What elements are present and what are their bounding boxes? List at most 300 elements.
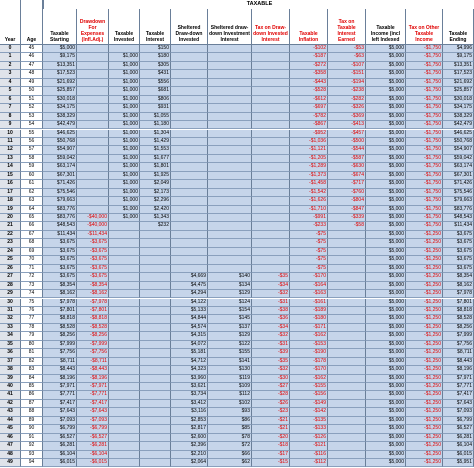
table-cell[interactable] <box>252 155 290 163</box>
table-cell[interactable]: $7,999 <box>43 341 77 349</box>
table-cell[interactable]: $1,000 <box>109 172 140 180</box>
row-year-cell[interactable]: 28 <box>0 282 21 290</box>
table-cell[interactable] <box>252 87 290 95</box>
table-cell[interactable]: $8,256 <box>43 332 77 340</box>
table-cell[interactable]: $7,093 <box>443 408 474 416</box>
table-cell[interactable]: -$39 <box>252 349 290 357</box>
row-age-cell[interactable]: 57 <box>21 146 43 154</box>
table-cell[interactable]: $1,429 <box>140 138 171 146</box>
table-cell[interactable]: $7,801 <box>443 299 474 307</box>
table-cell[interactable] <box>109 324 140 332</box>
table-cell[interactable]: -$161 <box>290 299 328 307</box>
table-cell[interactable]: $21,692 <box>443 79 474 87</box>
table-cell[interactable]: $5,000 <box>366 265 406 273</box>
table-cell[interactable]: -$1,750 <box>406 70 443 78</box>
table-cell[interactable]: $119 <box>208 375 252 383</box>
table-cell[interactable]: $5,000 <box>366 425 406 433</box>
table-cell[interactable]: -$75 <box>290 231 328 239</box>
table-cell[interactable]: -$102 <box>290 45 328 53</box>
table-cell[interactable]: -$151 <box>328 70 366 78</box>
table-cell[interactable]: $8,354 <box>443 273 474 281</box>
row-year-cell[interactable]: 43 <box>0 408 21 416</box>
table-cell[interactable] <box>109 358 140 366</box>
table-cell[interactable] <box>328 299 366 307</box>
table-cell[interactable] <box>252 239 290 247</box>
table-cell[interactable]: $5,000 <box>366 146 406 154</box>
table-cell[interactable] <box>109 442 140 450</box>
table-cell[interactable]: $3,960 <box>171 375 208 383</box>
table-cell[interactable] <box>109 349 140 357</box>
table-cell[interactable]: -$7,417 <box>77 400 109 408</box>
table-cell[interactable] <box>208 121 252 129</box>
table-cell[interactable] <box>140 375 171 383</box>
table-cell[interactable] <box>208 96 252 104</box>
table-cell[interactable]: $83,776 <box>43 214 77 222</box>
table-cell[interactable] <box>252 214 290 222</box>
table-cell[interactable]: -$1,250 <box>406 273 443 281</box>
table-cell[interactable]: $6,281 <box>443 434 474 442</box>
table-cell[interactable] <box>109 391 140 399</box>
table-cell[interactable]: -$1,250 <box>406 451 443 459</box>
row-age-cell[interactable]: 46 <box>21 53 43 61</box>
table-cell[interactable]: -$282 <box>328 96 366 104</box>
column-header[interactable]: Sheltered Draw-down Invested <box>171 9 208 45</box>
row-age-cell[interactable]: 89 <box>21 417 43 425</box>
table-cell[interactable]: -$155 <box>290 383 328 391</box>
table-cell[interactable] <box>208 256 252 264</box>
row-age-cell[interactable]: 93 <box>21 451 43 459</box>
table-cell[interactable]: $34,175 <box>43 104 77 112</box>
column-header[interactable]: Taxable Interest <box>140 9 171 45</box>
row-age-cell[interactable]: 76 <box>21 307 43 315</box>
table-cell[interactable]: $1,000 <box>109 104 140 112</box>
table-cell[interactable]: -$272 <box>290 62 328 70</box>
table-cell[interactable] <box>252 189 290 197</box>
table-cell[interactable]: $79,663 <box>443 197 474 205</box>
table-cell[interactable]: $5,000 <box>366 172 406 180</box>
table-cell[interactable]: $75,546 <box>443 189 474 197</box>
table-cell[interactable]: $1,000 <box>109 197 140 205</box>
table-cell[interactable] <box>140 332 171 340</box>
table-cell[interactable]: -$8,711 <box>77 358 109 366</box>
table-cell[interactable]: $3,675 <box>443 231 474 239</box>
table-cell[interactable]: -$369 <box>328 113 366 121</box>
table-cell[interactable]: -$1,750 <box>406 130 443 138</box>
table-cell[interactable]: $83,776 <box>443 206 474 214</box>
table-cell[interactable]: $129 <box>208 290 252 298</box>
table-cell[interactable]: $6,104 <box>43 451 77 459</box>
table-cell[interactable]: $1,055 <box>140 113 171 121</box>
table-cell[interactable]: -$1,750 <box>406 96 443 104</box>
column-header[interactable]: Tax on Draw-down Invested Interest <box>252 9 290 45</box>
table-cell[interactable]: $180 <box>140 53 171 61</box>
table-cell[interactable] <box>208 180 252 188</box>
table-cell[interactable]: $38,329 <box>443 113 474 121</box>
table-cell[interactable]: -$697 <box>290 104 328 112</box>
table-cell[interactable]: $5,000 <box>366 248 406 256</box>
table-cell[interactable] <box>171 138 208 146</box>
table-cell[interactable] <box>328 383 366 391</box>
table-cell[interactable]: $3,675 <box>43 248 77 256</box>
table-cell[interactable] <box>208 130 252 138</box>
table-cell[interactable]: -$30 <box>252 375 290 383</box>
row-year-cell[interactable]: 29 <box>0 290 21 298</box>
table-cell[interactable] <box>328 256 366 264</box>
row-year-cell[interactable]: 2 <box>0 62 21 70</box>
table-cell[interactable] <box>252 180 290 188</box>
table-cell[interactable]: $11,434 <box>443 222 474 230</box>
table-cell[interactable]: -$7,971 <box>77 383 109 391</box>
table-cell[interactable]: -$1,373 <box>290 172 328 180</box>
table-cell[interactable] <box>109 459 140 467</box>
row-age-cell[interactable]: 65 <box>21 214 43 222</box>
table-cell[interactable] <box>140 425 171 433</box>
table-cell[interactable] <box>171 172 208 180</box>
table-cell[interactable]: $3,675 <box>443 265 474 273</box>
row-year-cell[interactable]: 21 <box>0 222 21 230</box>
table-cell[interactable] <box>208 206 252 214</box>
table-cell[interactable] <box>140 256 171 264</box>
table-cell[interactable] <box>208 231 252 239</box>
table-cell[interactable]: -$7,999 <box>77 341 109 349</box>
table-cell[interactable]: $2,420 <box>140 206 171 214</box>
table-cell[interactable]: -$170 <box>290 273 328 281</box>
table-cell[interactable] <box>171 239 208 247</box>
table-cell[interactable] <box>208 113 252 121</box>
table-cell[interactable]: -$1,250 <box>406 265 443 273</box>
table-cell[interactable]: -$233 <box>290 222 328 230</box>
table-cell[interactable] <box>208 70 252 78</box>
table-cell[interactable]: -$612 <box>290 96 328 104</box>
table-cell[interactable]: $48,543 <box>443 214 474 222</box>
table-cell[interactable]: $8,711 <box>43 358 77 366</box>
table-cell[interactable]: $5,000 <box>366 70 406 78</box>
table-cell[interactable]: -$189 <box>290 307 328 315</box>
table-cell[interactable]: -$75 <box>290 265 328 273</box>
table-cell[interactable] <box>328 358 366 366</box>
table-cell[interactable] <box>328 273 366 281</box>
table-cell[interactable] <box>328 282 366 290</box>
table-cell[interactable] <box>328 239 366 247</box>
table-cell[interactable]: $7,978 <box>43 299 77 307</box>
row-age-cell[interactable]: 58 <box>21 155 43 163</box>
row-year-cell[interactable]: 7 <box>0 104 21 112</box>
table-cell[interactable] <box>252 104 290 112</box>
row-age-cell[interactable]: 92 <box>21 442 43 450</box>
table-cell[interactable]: -$187 <box>290 53 328 61</box>
table-cell[interactable] <box>171 87 208 95</box>
table-cell[interactable]: $6,281 <box>43 442 77 450</box>
table-cell[interactable] <box>328 417 366 425</box>
table-cell[interactable]: $232 <box>140 222 171 230</box>
table-cell[interactable]: $4,712 <box>171 358 208 366</box>
table-cell[interactable]: $145 <box>208 315 252 323</box>
table-cell[interactable] <box>140 434 171 442</box>
table-cell[interactable] <box>208 239 252 247</box>
row-year-cell[interactable]: 12 <box>0 146 21 154</box>
table-cell[interactable]: $6,527 <box>43 434 77 442</box>
row-age-cell[interactable]: 63 <box>21 197 43 205</box>
table-cell[interactable] <box>252 222 290 230</box>
table-cell[interactable]: $5,000 <box>366 231 406 239</box>
table-cell[interactable]: -$11,434 <box>77 231 109 239</box>
table-cell[interactable] <box>171 104 208 112</box>
table-cell[interactable]: $3,734 <box>171 391 208 399</box>
table-cell[interactable] <box>140 459 171 467</box>
table-cell[interactable] <box>77 197 109 205</box>
table-cell[interactable]: $5,000 <box>366 451 406 459</box>
table-cell[interactable]: -$194 <box>328 79 366 87</box>
table-cell[interactable]: $2,064 <box>171 459 208 467</box>
table-cell[interactable] <box>171 53 208 61</box>
table-cell[interactable]: -$6,527 <box>77 434 109 442</box>
table-cell[interactable]: $5,000 <box>366 130 406 138</box>
table-cell[interactable]: -$630 <box>328 163 366 171</box>
row-age-cell[interactable]: 48 <box>21 70 43 78</box>
table-cell[interactable]: $67,301 <box>43 172 77 180</box>
table-cell[interactable]: -$190 <box>290 349 328 357</box>
table-cell[interactable]: -$6,104 <box>77 451 109 459</box>
table-cell[interactable]: $3,116 <box>171 408 208 416</box>
table-cell[interactable]: $5,000 <box>366 349 406 357</box>
table-cell[interactable] <box>109 307 140 315</box>
row-year-cell[interactable]: 37 <box>0 358 21 366</box>
table-cell[interactable] <box>252 256 290 264</box>
table-cell[interactable] <box>140 299 171 307</box>
table-cell[interactable] <box>171 113 208 121</box>
table-cell[interactable] <box>140 282 171 290</box>
table-cell[interactable]: $6,104 <box>443 442 474 450</box>
table-cell[interactable]: -$8,196 <box>77 375 109 383</box>
table-cell[interactable]: $5,000 <box>366 62 406 70</box>
table-cell[interactable]: $154 <box>208 307 252 315</box>
table-cell[interactable]: -$3,675 <box>77 265 109 273</box>
table-cell[interactable] <box>140 417 171 425</box>
row-age-cell[interactable]: 85 <box>21 383 43 391</box>
table-cell[interactable]: $34,175 <box>443 104 474 112</box>
table-cell[interactable]: -$1,750 <box>406 163 443 171</box>
table-cell[interactable]: $9,175 <box>443 53 474 61</box>
table-cell[interactable]: -$121 <box>290 442 328 450</box>
table-cell[interactable]: $5,000 <box>366 442 406 450</box>
row-year-cell[interactable]: 40 <box>0 383 21 391</box>
table-cell[interactable]: -$804 <box>328 197 366 205</box>
table-cell[interactable] <box>77 70 109 78</box>
table-cell[interactable]: -$443 <box>290 79 328 87</box>
table-cell[interactable]: $1,801 <box>140 163 171 171</box>
table-cell[interactable]: $8,443 <box>443 358 474 366</box>
table-cell[interactable]: -$162 <box>290 332 328 340</box>
table-cell[interactable]: $7,771 <box>443 383 474 391</box>
table-cell[interactable]: -$53 <box>328 45 366 53</box>
table-cell[interactable]: -$20 <box>252 434 290 442</box>
table-cell[interactable]: $59,042 <box>43 155 77 163</box>
table-cell[interactable]: $13,351 <box>443 62 474 70</box>
table-cell[interactable]: $5,000 <box>366 256 406 264</box>
row-year-cell[interactable]: 47 <box>0 442 21 450</box>
table-cell[interactable]: $1,180 <box>140 121 171 129</box>
table-cell[interactable]: $9,175 <box>43 53 77 61</box>
table-cell[interactable]: $4,996 <box>443 45 474 53</box>
table-cell[interactable]: $30,018 <box>443 96 474 104</box>
table-cell[interactable]: -$867 <box>290 121 328 129</box>
table-cell[interactable]: -$1,250 <box>406 282 443 290</box>
table-cell[interactable]: $54,907 <box>43 146 77 154</box>
table-cell[interactable]: $5,000 <box>366 121 406 129</box>
table-cell[interactable]: $6,799 <box>43 425 77 433</box>
table-cell[interactable]: $4,323 <box>171 366 208 374</box>
table-cell[interactable]: $8,818 <box>443 307 474 315</box>
table-cell[interactable]: -$156 <box>290 391 328 399</box>
table-cell[interactable]: $1,000 <box>109 62 140 70</box>
table-cell[interactable]: $1,000 <box>109 130 140 138</box>
table-cell[interactable] <box>252 130 290 138</box>
table-cell[interactable]: $3,621 <box>171 383 208 391</box>
table-cell[interactable] <box>171 79 208 87</box>
table-cell[interactable]: $83,776 <box>43 206 77 214</box>
table-cell[interactable]: $1,677 <box>140 155 171 163</box>
row-year-cell[interactable]: 45 <box>0 425 21 433</box>
table-cell[interactable]: -$952 <box>290 130 328 138</box>
table-cell[interactable]: -$3,675 <box>77 239 109 247</box>
table-cell[interactable]: -$1,250 <box>406 434 443 442</box>
table-cell[interactable]: -$180 <box>290 315 328 323</box>
table-cell[interactable]: $1,000 <box>109 121 140 129</box>
table-cell[interactable]: $4,315 <box>171 332 208 340</box>
table-cell[interactable]: $5,000 <box>366 307 406 315</box>
table-cell[interactable] <box>140 358 171 366</box>
table-cell[interactable] <box>77 45 109 53</box>
table-cell[interactable]: $8,256 <box>443 324 474 332</box>
table-cell[interactable]: $1,000 <box>109 87 140 95</box>
table-cell[interactable]: $102 <box>208 400 252 408</box>
row-year-cell[interactable]: 3 <box>0 70 21 78</box>
row-year-cell[interactable]: 33 <box>0 324 21 332</box>
table-cell[interactable]: -$1,750 <box>406 146 443 154</box>
table-cell[interactable]: -$35 <box>252 358 290 366</box>
row-age-cell[interactable]: 87 <box>21 400 43 408</box>
table-cell[interactable]: $1,000 <box>109 206 140 214</box>
row-age-cell[interactable]: 82 <box>21 358 43 366</box>
table-cell[interactable]: $5,951 <box>443 459 474 467</box>
table-cell[interactable]: $7,999 <box>443 332 474 340</box>
table-cell[interactable]: -$1,750 <box>406 79 443 87</box>
table-cell[interactable]: $5,000 <box>366 434 406 442</box>
table-cell[interactable]: $1,000 <box>109 53 140 61</box>
table-cell[interactable]: $1,000 <box>109 214 140 222</box>
table-cell[interactable] <box>109 239 140 247</box>
table-cell[interactable] <box>109 299 140 307</box>
table-cell[interactable]: -$23 <box>252 408 290 416</box>
table-cell[interactable]: $3,675 <box>43 265 77 273</box>
table-cell[interactable]: $129 <box>208 332 252 340</box>
table-cell[interactable]: $8,528 <box>443 315 474 323</box>
table-cell[interactable]: $8,528 <box>43 324 77 332</box>
table-cell[interactable]: -$7,771 <box>77 391 109 399</box>
table-cell[interactable] <box>171 222 208 230</box>
table-cell[interactable]: -$1,289 <box>290 163 328 171</box>
table-cell[interactable]: $8,162 <box>443 282 474 290</box>
table-cell[interactable]: $2,853 <box>171 417 208 425</box>
table-cell[interactable]: $5,000 <box>366 400 406 408</box>
table-cell[interactable]: -$1,250 <box>406 383 443 391</box>
row-age-cell[interactable]: 94 <box>21 459 43 467</box>
table-cell[interactable]: $6,799 <box>443 417 474 425</box>
table-cell[interactable]: -$75 <box>290 256 328 264</box>
table-cell[interactable]: -$28 <box>252 391 290 399</box>
table-cell[interactable] <box>171 70 208 78</box>
row-year-cell[interactable]: 23 <box>0 239 21 247</box>
row-year-cell[interactable]: 38 <box>0 366 21 374</box>
table-cell[interactable] <box>252 197 290 205</box>
table-cell[interactable] <box>208 146 252 154</box>
table-cell[interactable]: -$36 <box>252 315 290 323</box>
table-cell[interactable]: $86 <box>208 417 252 425</box>
table-cell[interactable]: -$34 <box>252 282 290 290</box>
table-cell[interactable] <box>171 45 208 53</box>
table-cell[interactable] <box>77 163 109 171</box>
table-cell[interactable]: -$339 <box>328 214 366 222</box>
table-cell[interactable]: $17,523 <box>43 70 77 78</box>
row-age-cell[interactable]: 84 <box>21 375 43 383</box>
column-header[interactable]: Taxable Income (incl left Indexed <box>366 9 406 45</box>
table-cell[interactable]: $1,000 <box>109 79 140 87</box>
table-cell[interactable]: $5,000 <box>366 53 406 61</box>
table-cell[interactable]: -$40,000 <box>77 214 109 222</box>
table-cell[interactable]: -$8,354 <box>77 282 109 290</box>
table-cell[interactable]: -$7,093 <box>77 417 109 425</box>
column-header[interactable]: Age <box>21 0 43 45</box>
table-cell[interactable]: $72 <box>208 442 252 450</box>
table-cell[interactable] <box>328 324 366 332</box>
table-cell[interactable]: -$1,250 <box>406 315 443 323</box>
table-cell[interactable]: $3,675 <box>43 273 77 281</box>
table-cell[interactable]: -$326 <box>328 104 366 112</box>
row-year-cell[interactable]: 13 <box>0 155 21 163</box>
table-cell[interactable] <box>171 146 208 154</box>
table-cell[interactable] <box>208 214 252 222</box>
table-cell[interactable] <box>109 400 140 408</box>
table-cell[interactable]: $556 <box>140 79 171 87</box>
table-cell[interactable]: -$8,256 <box>77 332 109 340</box>
table-cell[interactable]: $50,768 <box>443 138 474 146</box>
table-cell[interactable]: $5,000 <box>366 155 406 163</box>
table-cell[interactable]: $1,000 <box>109 113 140 121</box>
table-cell[interactable]: $1,000 <box>109 155 140 163</box>
table-cell[interactable]: $66 <box>208 451 252 459</box>
table-cell[interactable]: $75,546 <box>43 189 77 197</box>
table-cell[interactable]: -$75 <box>290 248 328 256</box>
table-cell[interactable] <box>208 189 252 197</box>
table-cell[interactable]: -$31 <box>252 341 290 349</box>
table-cell[interactable]: -$31 <box>252 299 290 307</box>
table-cell[interactable] <box>77 189 109 197</box>
table-cell[interactable]: $5,000 <box>366 282 406 290</box>
table-cell[interactable]: -$1,250 <box>406 366 443 374</box>
table-cell[interactable] <box>252 248 290 256</box>
table-cell[interactable]: -$500 <box>328 138 366 146</box>
table-cell[interactable]: -$1,750 <box>406 62 443 70</box>
table-cell[interactable] <box>109 45 140 53</box>
table-cell[interactable]: $46,625 <box>43 130 77 138</box>
row-year-cell[interactable]: 46 <box>0 434 21 442</box>
table-cell[interactable] <box>140 239 171 247</box>
table-cell[interactable]: $3,675 <box>443 256 474 264</box>
table-cell[interactable]: $2,210 <box>171 451 208 459</box>
table-cell[interactable] <box>328 408 366 416</box>
table-cell[interactable]: $5,000 <box>366 332 406 340</box>
table-cell[interactable]: $1,553 <box>140 146 171 154</box>
